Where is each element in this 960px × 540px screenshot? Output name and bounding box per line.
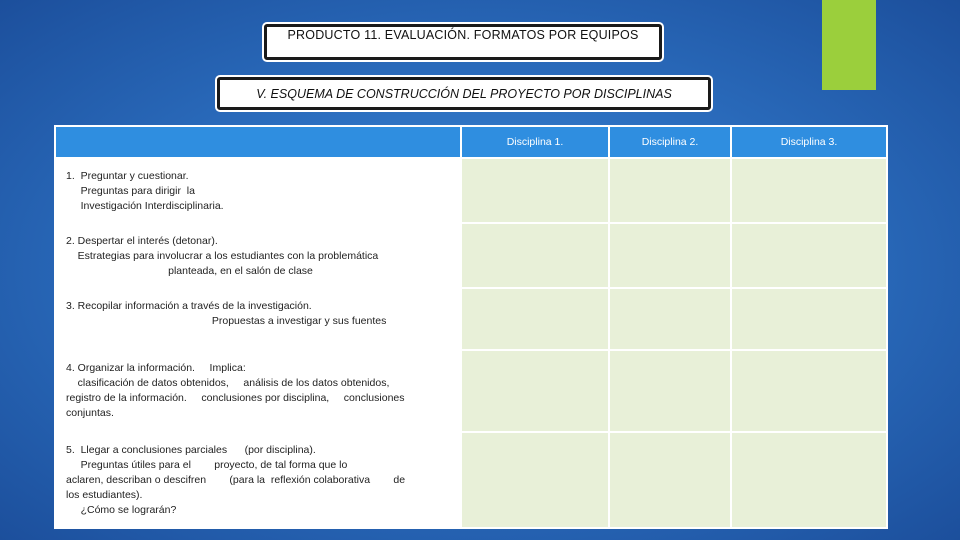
step-line: Preguntas para dirigir la	[66, 185, 195, 197]
table-corner-cell	[55, 126, 461, 158]
column-header-disciplina-3: Disciplina 3.	[731, 126, 887, 158]
step-line: 1. Preguntar y cuestionar.	[66, 170, 189, 182]
accent-bar	[822, 0, 876, 90]
step-line: 5. Llegar a conclusiones parciales (por disciplina).	[66, 444, 316, 456]
step-line: 3. Recopilar información a través de la investigación.	[66, 300, 312, 312]
disciplina-2-cell[interactable]	[609, 223, 731, 288]
slide-subtitle: V. ESQUEMA DE CONSTRUCCIÓN DEL PROYECTO POR DISCIPLINAS	[256, 86, 672, 101]
disciplina-3-cell[interactable]	[731, 350, 887, 432]
step-line: aclaren, describan o descifren (para la reflexión colaborativa de	[66, 474, 406, 486]
table-row	[55, 288, 887, 350]
table-row	[55, 350, 887, 432]
step-line: Estrategias para involucrar a los estudiantes con la problemática	[66, 250, 379, 262]
step-line: 4. Organizar la información. Implica:	[66, 362, 246, 374]
table-row	[55, 223, 887, 288]
step-line: Investigación Interdisciplinaria.	[66, 200, 224, 212]
disciplina-3-cell[interactable]	[731, 158, 887, 223]
disciplina-2-cell[interactable]	[609, 350, 731, 432]
disciplina-1-cell[interactable]	[461, 288, 609, 350]
step-line: conjuntas.	[66, 407, 114, 419]
step-line: planteada, en el salón de clase	[66, 265, 313, 277]
disciplina-3-cell[interactable]	[731, 288, 887, 350]
step-line: los estudiantes).	[66, 489, 143, 501]
step-line: Propuestas a investigar y sus fuentes	[66, 315, 387, 327]
column-header-disciplina-1: Disciplina 1.	[461, 126, 609, 158]
step-cell	[55, 158, 461, 223]
step-line: ¿Cómo se lograrán?	[66, 504, 177, 516]
discipline-table	[54, 125, 888, 529]
subtitle-box	[217, 77, 711, 110]
disciplina-1-cell[interactable]	[461, 432, 609, 528]
step-line: Preguntas útiles para el proyecto, de tal forma que lo	[66, 459, 348, 471]
disciplina-2-cell[interactable]	[609, 432, 731, 528]
table-header-row	[55, 126, 887, 158]
step-cell	[55, 223, 461, 288]
slide-title: PRODUCTO 11. EVALUACIÓN. FORMATOS POR EQUIPOS	[287, 28, 639, 42]
step-line: 2. Despertar el interés (detonar).	[66, 235, 218, 247]
disciplina-3-cell[interactable]	[731, 432, 887, 528]
step-line: registro de la información. conclusiones por disciplina, conclusiones	[66, 392, 405, 404]
step-cell	[55, 350, 461, 432]
step-cell	[55, 432, 461, 528]
table-row	[55, 432, 887, 528]
disciplina-2-cell[interactable]	[609, 288, 731, 350]
table-row	[55, 158, 887, 223]
column-header-disciplina-2: Disciplina 2.	[609, 126, 731, 158]
disciplina-1-cell[interactable]	[461, 350, 609, 432]
disciplina-2-cell[interactable]	[609, 158, 731, 223]
title-box	[264, 24, 662, 60]
disciplina-1-cell[interactable]	[461, 158, 609, 223]
step-line: clasificación de datos obtenidos, análisis de los datos obtenidos,	[66, 377, 390, 389]
step-cell	[55, 288, 461, 350]
disciplina-1-cell[interactable]	[461, 223, 609, 288]
disciplina-3-cell[interactable]	[731, 223, 887, 288]
